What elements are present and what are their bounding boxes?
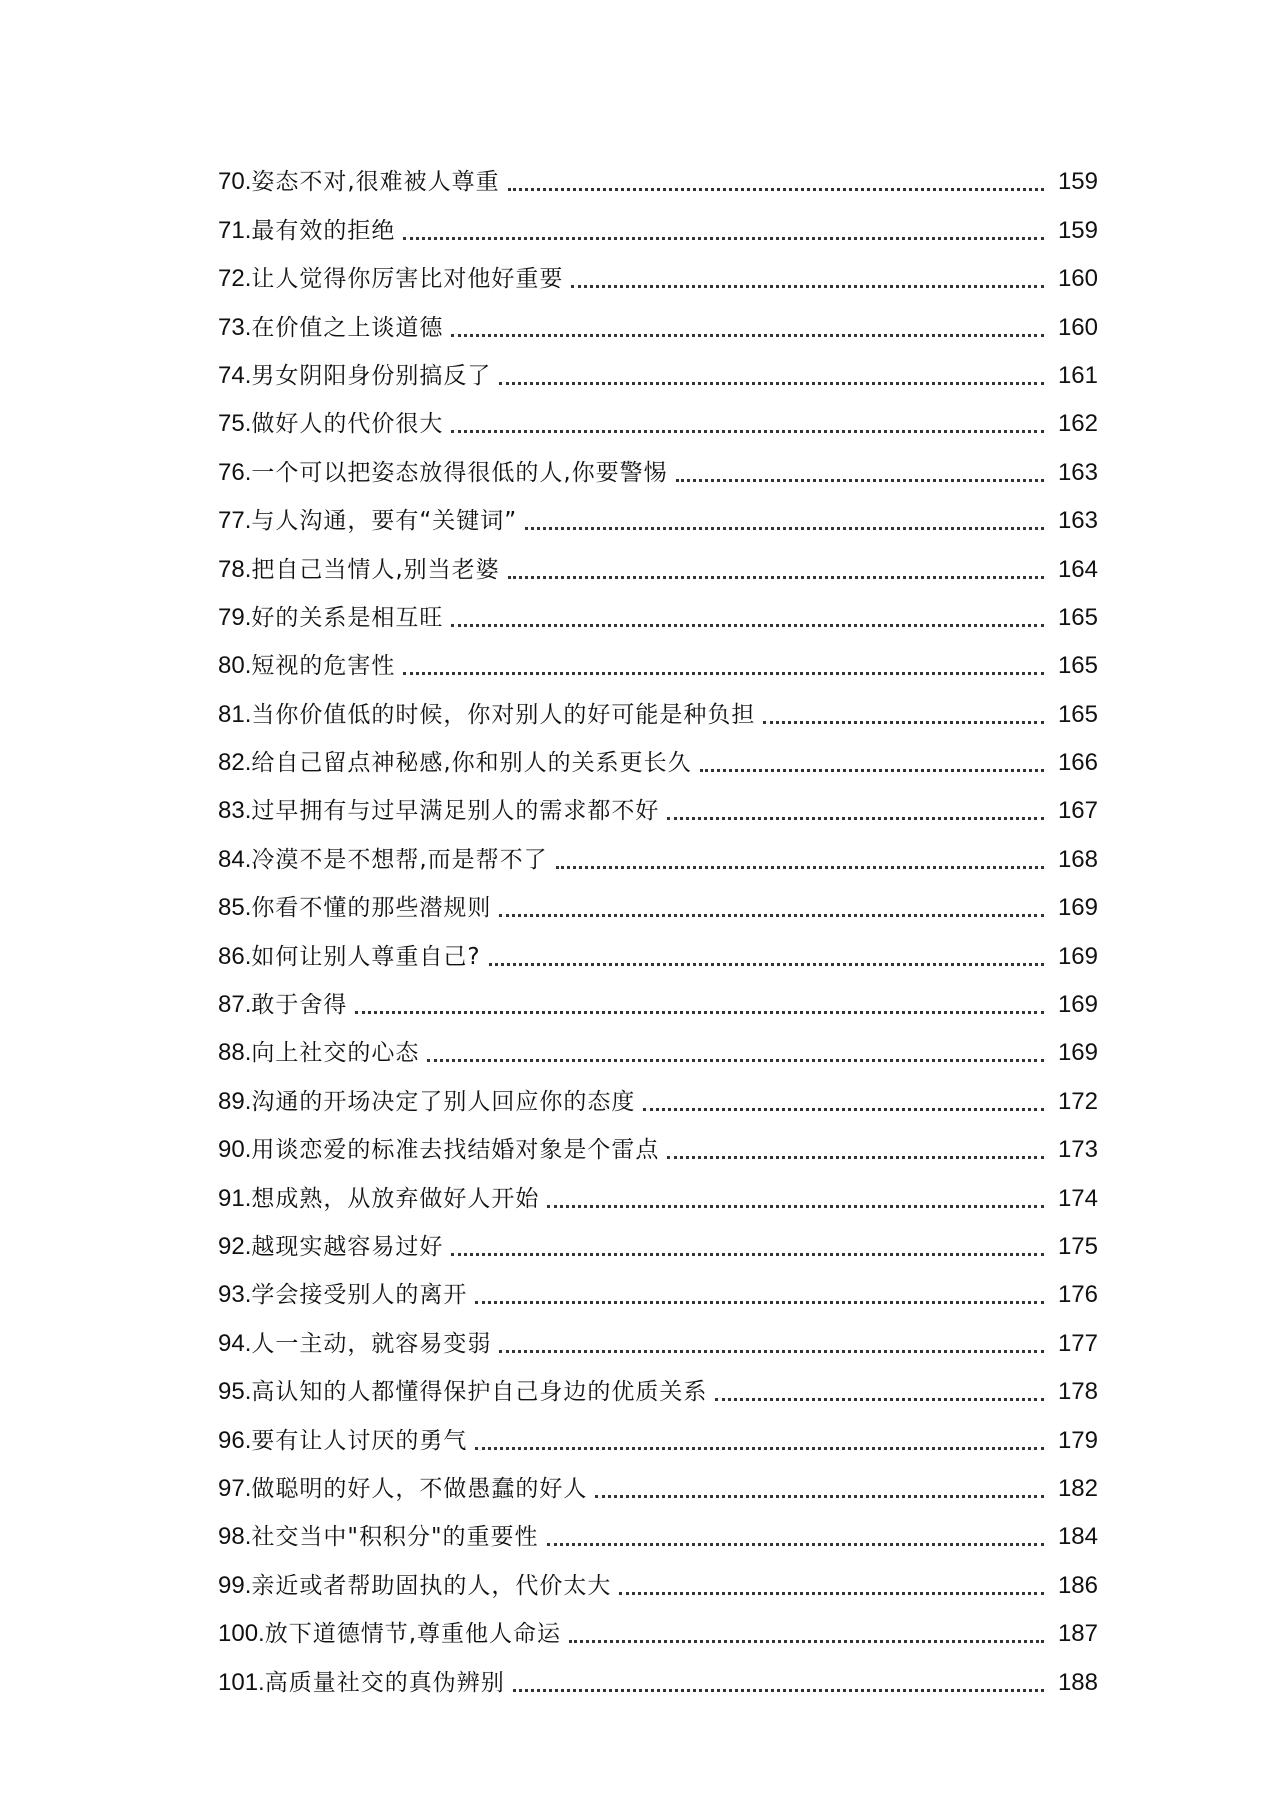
- toc-entry-page-number: 165: [1057, 700, 1098, 728]
- toc-entry-page-number: 165: [1057, 652, 1098, 680]
- toc-entry-title: 与人沟通，要有“关键词”: [251, 508, 518, 535]
- toc-entry-title: 如何让别人尊重自己?: [251, 943, 481, 970]
- toc-entry-number: 70.: [218, 168, 252, 196]
- dot-leader: [547, 1541, 1044, 1546]
- toc-entry-number: 73.: [218, 313, 252, 341]
- toc-entry[interactable]: [218, 1117, 1098, 1165]
- dot-leader: [403, 235, 1044, 240]
- toc-entry[interactable]: [218, 681, 1098, 729]
- toc-entry-page-number: 186: [1057, 1571, 1098, 1599]
- toc-entry-title: 给自己留点神秘感,你和别人的关系更长久: [251, 750, 692, 777]
- toc-entry[interactable]: [218, 1214, 1098, 1262]
- toc-entry-number: 88.: [218, 1039, 252, 1067]
- dot-leader: [715, 1396, 1044, 1401]
- toc-entry-title: 你看不懂的那些潜规则: [251, 895, 492, 922]
- toc-entry-title: 人一主动，就容易变弱: [251, 1330, 492, 1357]
- dot-leader: [643, 1106, 1044, 1111]
- toc-entry-number: 80.: [218, 652, 252, 680]
- toc-entry-page-number: 174: [1057, 1184, 1098, 1212]
- dot-leader: [763, 719, 1044, 724]
- toc-entry[interactable]: [218, 1020, 1098, 1068]
- toc-entry-page-number: 163: [1057, 458, 1098, 486]
- toc-entry[interactable]: [218, 439, 1098, 487]
- toc-entry-page-number: 187: [1057, 1620, 1098, 1648]
- toc-entry-number: 97.: [218, 1474, 252, 1502]
- toc-entry-number: 72.: [218, 265, 252, 293]
- toc-entry-title: 把自己当情人,别当老婆: [251, 556, 500, 583]
- toc-entry-page-number: 169: [1057, 894, 1098, 922]
- toc-entry-number: 83.: [218, 797, 252, 825]
- dot-leader: [427, 1057, 1044, 1062]
- dot-leader: [547, 1203, 1044, 1208]
- toc-entry-title: 做聪明的好人，不做愚蠢的好人: [251, 1475, 588, 1502]
- toc-entry-title: 越现实越容易过好: [251, 1233, 444, 1260]
- dot-leader: [451, 1251, 1044, 1256]
- dot-leader: [700, 767, 1044, 772]
- toc-entry-title: 敢于舍得: [251, 992, 348, 1019]
- toc-entry-number: 71.: [218, 216, 252, 244]
- toc-entry-number: 100.: [218, 1620, 265, 1648]
- toc-entry-title: 社交当中"积积分"的重要性: [251, 1524, 539, 1551]
- dot-leader: [513, 1687, 1044, 1692]
- toc-entry-title: 短视的危害性: [251, 653, 396, 680]
- toc-entry[interactable]: [218, 536, 1098, 584]
- toc-entry-number: 81.: [218, 700, 252, 728]
- toc-entry[interactable]: [218, 1456, 1098, 1504]
- toc-entry-title: 向上社交的心态: [251, 1040, 420, 1067]
- toc-entry-number: 99.: [218, 1571, 252, 1599]
- toc-entry-number: 82.: [218, 749, 252, 777]
- toc-entry[interactable]: [218, 1165, 1098, 1213]
- toc-entry-number: 75.: [218, 410, 252, 438]
- toc-entry-title: 一个可以把姿态放得很低的人,你要警惕: [251, 459, 668, 486]
- toc-entry-number: 77.: [218, 507, 252, 535]
- toc-entry-page-number: 159: [1057, 216, 1098, 244]
- dot-leader: [619, 1590, 1044, 1595]
- toc-entry[interactable]: [218, 585, 1098, 633]
- toc-entry-title: 沟通的开场决定了别人回应你的态度: [251, 1088, 636, 1115]
- dot-leader: [499, 380, 1044, 385]
- toc-entry-number: 96.: [218, 1426, 252, 1454]
- dot-leader: [569, 1638, 1044, 1643]
- toc-entry[interactable]: [218, 246, 1098, 294]
- toc-entry-page-number: 169: [1057, 1039, 1098, 1067]
- toc-entry-number: 84.: [218, 845, 252, 873]
- dot-leader: [667, 1154, 1044, 1159]
- toc-entry[interactable]: [218, 149, 1098, 197]
- toc-entry-page-number: 160: [1057, 313, 1098, 341]
- toc-entry-number: 78.: [218, 555, 252, 583]
- toc-entry-page-number: 159: [1057, 168, 1098, 196]
- toc-entry[interactable]: [218, 1504, 1098, 1552]
- dot-leader: [451, 332, 1044, 337]
- toc-entry[interactable]: [218, 343, 1098, 391]
- toc-entry-title: 高认知的人都懂得保护自己身边的优质关系: [251, 1379, 708, 1406]
- dot-leader: [489, 961, 1044, 966]
- dot-leader: [451, 622, 1044, 627]
- toc-entry-title: 姿态不对,很难被人尊重: [251, 169, 500, 196]
- toc-entry-page-number: 166: [1057, 749, 1098, 777]
- toc-entry-page-number: 182: [1057, 1474, 1098, 1502]
- toc-entry-page-number: 178: [1057, 1378, 1098, 1406]
- dot-leader: [355, 1009, 1044, 1014]
- toc-entry-number: 87.: [218, 991, 252, 1019]
- toc-entry-number: 95.: [218, 1378, 252, 1406]
- toc-entry-page-number: 169: [1057, 991, 1098, 1019]
- toc-entry-page-number: 173: [1057, 1136, 1098, 1164]
- toc-entry[interactable]: [218, 923, 1098, 971]
- toc-entry-page-number: 175: [1057, 1232, 1098, 1260]
- dot-leader: [475, 1299, 1044, 1304]
- toc-entry-page-number: 160: [1057, 265, 1098, 293]
- toc-entry-number: 89.: [218, 1087, 252, 1115]
- toc-entry-number: 79.: [218, 603, 252, 631]
- toc-entry-page-number: 172: [1057, 1087, 1098, 1115]
- dot-leader: [475, 1445, 1044, 1450]
- toc-entry-number: 85.: [218, 894, 252, 922]
- dot-leader: [499, 912, 1044, 917]
- toc-entry[interactable]: [218, 391, 1098, 439]
- toc-entry-number: 91.: [218, 1184, 252, 1212]
- toc-entry[interactable]: [218, 1359, 1098, 1407]
- toc-entry-page-number: 168: [1057, 845, 1098, 873]
- toc-entry-page-number: 163: [1057, 507, 1098, 535]
- dot-leader: [508, 186, 1044, 191]
- toc-entry[interactable]: [218, 972, 1098, 1020]
- toc-entry-page-number: 162: [1057, 410, 1098, 438]
- dot-leader: [595, 1493, 1044, 1498]
- toc-entry[interactable]: [218, 633, 1098, 681]
- toc-entry[interactable]: [218, 1649, 1098, 1697]
- toc-entry-title: 好的关系是相互旺: [251, 604, 444, 631]
- toc-entry-number: 86.: [218, 942, 252, 970]
- toc-entry-page-number: 184: [1057, 1523, 1098, 1551]
- dot-leader: [451, 428, 1044, 433]
- toc-entry[interactable]: [218, 1601, 1098, 1649]
- toc-entry-title: 冷漠不是不想帮,而是帮不了: [251, 846, 548, 873]
- table-of-contents: [218, 149, 1098, 1698]
- toc-entry-title: 要有让人讨厌的勇气: [251, 1427, 468, 1454]
- toc-entry-number: 101.: [218, 1668, 265, 1696]
- toc-entry-page-number: 177: [1057, 1329, 1098, 1357]
- toc-entry-page-number: 169: [1057, 942, 1098, 970]
- toc-entry[interactable]: [218, 1068, 1098, 1116]
- toc-entry-title: 做好人的代价很大: [251, 411, 444, 438]
- toc-entry-title: 最有效的拒绝: [251, 217, 396, 244]
- toc-entry-title: 在价值之上谈道德: [251, 314, 444, 341]
- toc-entry-page-number: 176: [1057, 1281, 1098, 1309]
- toc-entry-title: 学会接受别人的离开: [251, 1282, 468, 1309]
- toc-entry[interactable]: [218, 1407, 1098, 1455]
- toc-entry-number: 76.: [218, 458, 252, 486]
- dot-leader: [403, 670, 1044, 675]
- toc-entry-number: 74.: [218, 361, 252, 389]
- toc-entry-title: 放下道德情节,尊重他人命运: [264, 1621, 562, 1648]
- dot-leader: [571, 283, 1044, 288]
- dot-leader: [556, 864, 1044, 869]
- toc-entry[interactable]: [218, 294, 1098, 342]
- dot-leader: [667, 815, 1044, 820]
- toc-entry[interactable]: [218, 1552, 1098, 1600]
- toc-entry-title: 过早拥有与过早满足别人的需求都不好: [251, 798, 660, 825]
- toc-entry-page-number: 167: [1057, 797, 1098, 825]
- toc-entry-number: 94.: [218, 1329, 252, 1357]
- toc-entry[interactable]: [218, 826, 1098, 874]
- toc-entry[interactable]: [218, 1262, 1098, 1310]
- dot-leader: [676, 477, 1044, 482]
- toc-entry-page-number: 165: [1057, 603, 1098, 631]
- toc-entry[interactable]: [218, 778, 1098, 826]
- toc-entry-page-number: 164: [1057, 555, 1098, 583]
- toc-entry[interactable]: [218, 488, 1098, 536]
- toc-entry-page-number: 188: [1057, 1668, 1098, 1696]
- toc-entry-title: 亲近或者帮助固执的人，代价太大: [251, 1572, 612, 1599]
- toc-entry-title: 男女阴阳身份别搞反了: [251, 362, 492, 389]
- toc-entry-title: 让人觉得你厉害比对他好重要: [251, 266, 564, 293]
- toc-entry-number: 92.: [218, 1232, 252, 1260]
- dot-leader: [508, 574, 1044, 579]
- toc-entry-page-number: 179: [1057, 1426, 1098, 1454]
- toc-entry[interactable]: [218, 197, 1098, 245]
- toc-entry-title: 高质量社交的真伪辨别: [264, 1669, 505, 1696]
- toc-entry-title: 用谈恋爱的标准去找结婚对象是个雷点: [251, 1137, 660, 1164]
- toc-entry-number: 93.: [218, 1281, 252, 1309]
- dot-leader: [499, 1348, 1044, 1353]
- toc-entry-number: 98.: [218, 1523, 252, 1551]
- toc-entry[interactable]: [218, 1310, 1098, 1358]
- toc-entry-title: 想成熟，从放弃做好人开始: [251, 1185, 540, 1212]
- toc-entry[interactable]: [218, 730, 1098, 778]
- toc-entry-number: 90.: [218, 1136, 252, 1164]
- toc-entry-page-number: 161: [1057, 361, 1098, 389]
- dot-leader: [525, 525, 1044, 530]
- toc-entry[interactable]: [218, 875, 1098, 923]
- toc-entry-title: 当你价值低的时候，你对别人的好可能是种负担: [251, 701, 756, 728]
